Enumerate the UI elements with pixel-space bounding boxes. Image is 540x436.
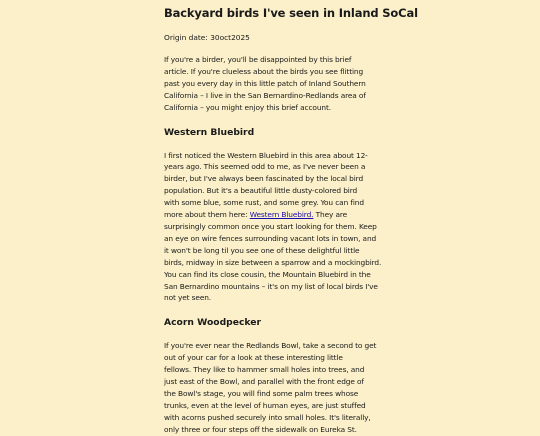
- western-bluebird-link[interactable]: Western Bluebird.: [249, 210, 314, 220]
- intro-paragraph: [164, 54, 380, 114]
- paragraph-line: with some blue, some rust, and some grey. You can find: [164, 198, 364, 208]
- intro-line: past you every day in this little patch of Inland Southern: [164, 78, 366, 88]
- paragraph-line: You can find its close cousin, the Mountain Bluebird in the: [164, 269, 371, 279]
- paragraph-line: it won't be long til you see one of these delightful little: [164, 245, 360, 255]
- paragraph-line: just east of the Bowl, and parallel with the front edge of: [164, 377, 364, 387]
- acorn-woodpecker-paragraph: [164, 340, 380, 435]
- paragraph-line-with-link: [164, 209, 380, 221]
- paragraph-line: San Bernardino mountains – it's on my list of local birds I've: [164, 281, 378, 291]
- paragraph-line: birds, midway in size between a sparrow and a mockingbird.: [164, 257, 382, 267]
- intro-line: California – I live in the San Bernardino-Redlands area of: [164, 90, 366, 100]
- paragraph-line: out of your car for a look at these interesting little: [164, 353, 343, 363]
- paragraph-line: If you're ever near the Redlands Bowl, take a second to get: [164, 341, 377, 351]
- page-title: Backyard birds I've seen in Inland SoCal: [164, 6, 418, 20]
- intro-line: California – you might enjoy this brief account.: [164, 102, 331, 112]
- paragraph-line: not yet seen.: [164, 293, 212, 303]
- link-prefix: more about them here:: [164, 210, 250, 220]
- paragraph-line: fellows. They like to hammer small holes into trees, and: [164, 365, 365, 375]
- section-heading-acorn-woodpecker: Acorn Woodpecker: [164, 317, 262, 329]
- paragraph-line: I first noticed the Western Bluebird in this area about 12-: [164, 150, 368, 160]
- paragraph-line: an eye on wire fences surrounding vacant lots in town, and: [164, 233, 377, 243]
- intro-line: If you're a birder, you'll be disappointed by this brief: [164, 55, 352, 64]
- paragraph-line: trunks, even at the level of human eyes, are just stuffed: [164, 400, 366, 410]
- origin-date: Origin date: 30oct2025: [164, 33, 250, 42]
- paragraph-line: population. But it's a beautiful little dusty-colored bird: [164, 186, 358, 196]
- section-heading-western-bluebird: Western Bluebird: [164, 126, 255, 138]
- paragraph-line: birder, but I've always been fascinated by the local bird: [164, 174, 364, 184]
- western-bluebird-paragraph: [164, 150, 380, 305]
- paragraph-line: years ago. This seemed odd to me, as I've never been a: [164, 162, 366, 172]
- paragraph-line: the Bowl's stage, you will find some palm trees whose: [164, 388, 359, 398]
- paragraph-line: with acorns pushed securely into small holes. It's literally,: [164, 412, 371, 422]
- link-suffix: They are: [313, 210, 348, 220]
- paragraph-line: only three or four steps off the sidewalk on Eureka St.: [164, 424, 357, 434]
- article: [164, 4, 418, 436]
- intro-line: article. If you're clueless about the birds you see flitting: [164, 66, 364, 76]
- paragraph-line: surprisingly common once you start looking for them. Keep: [164, 221, 377, 231]
